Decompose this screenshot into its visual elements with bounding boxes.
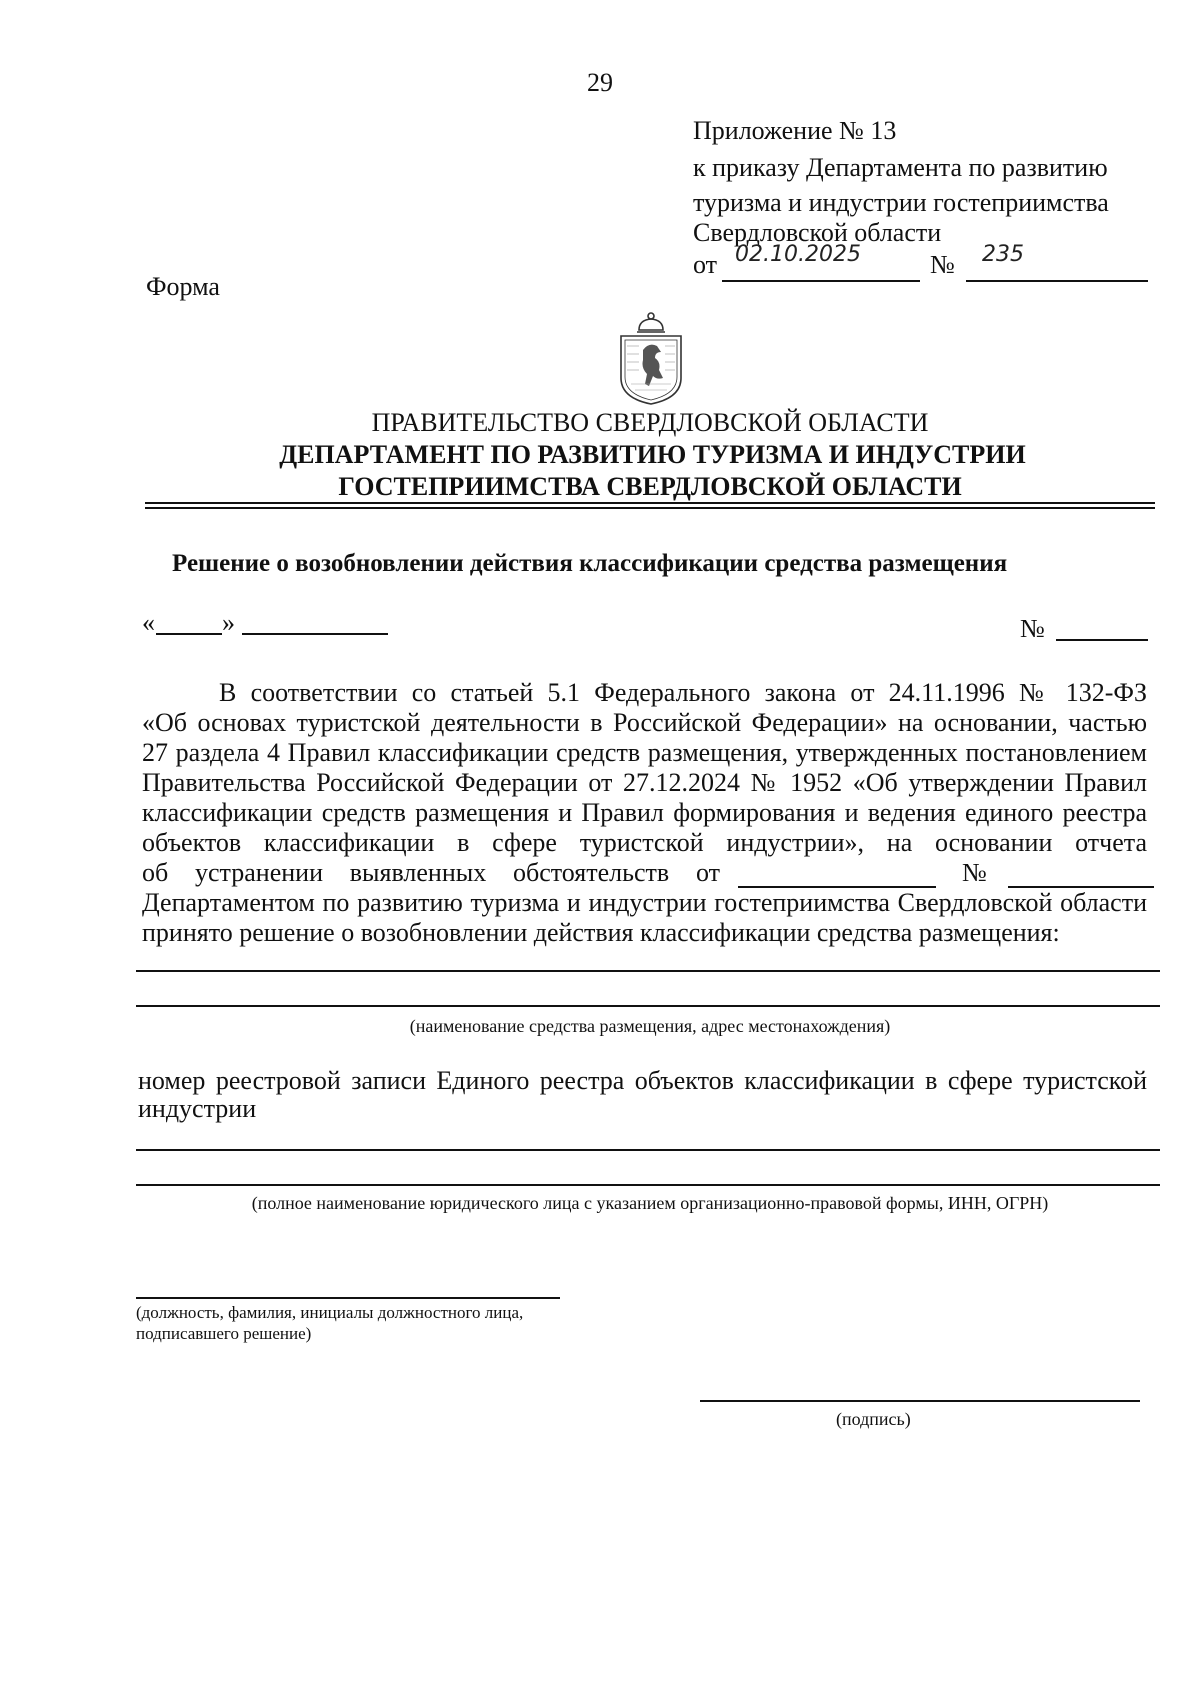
body-line-9: принято решение о возобновлении действия классификации средства размещения: [142,918,1060,947]
body-line-1: В соответствии со статьей 5.1 Федерального закона от 24.11.1996 № 132-ФЗ [219,678,1147,707]
facility-caption: (наименование средства размещения, адрес местонахождения) [409,1016,891,1036]
header-divider-top [145,502,1155,504]
body-line-5: классификации средств размещения и Правил формирования и ведения единого реестра [142,798,1147,827]
appendix-date-underline [722,280,920,282]
decision-number-blank[interactable] [1056,639,1148,641]
month-year-blank[interactable] [242,633,388,635]
day-blank[interactable] [156,633,222,635]
form-label: Форма [146,272,220,301]
signature-caption: (подпись) [836,1409,911,1429]
legal-entity-blank-line[interactable] [136,1184,1160,1186]
legal-entity-caption: (полное наименование юридического лица с указанием организационно-правовой формы, ИНН, ОГРН) [251,1193,1049,1213]
appendix-number-handwritten: 235 [982,242,1024,267]
registry-blank-line[interactable] [136,1149,1160,1151]
appendix-title: Приложение № 13 [693,116,897,145]
appendix-date-handwritten: 02.10.2025 [735,242,861,267]
body-line-3: 27 раздела 4 Правил классификации средств размещения, утвержденных постановлением [142,738,1147,767]
report-number-label: № [962,858,987,887]
body-line-8: Департаментом по развитию туризма и индустрии гостеприимства Свердловской области [142,888,1147,917]
body-line-6: объектов классификации в сфере туристской индустрии», на основании отчета [142,828,1147,857]
facility-blank-line-2[interactable] [136,1005,1160,1007]
page-number: 29 [587,68,613,97]
date-open-quote: « [142,608,155,637]
registry-line-1: номер реестровой записи Единого реестра объектов классификации в сфере туристской [138,1066,1147,1095]
registry-line-2: индустрии [138,1094,257,1123]
official-caption-line-1: (должность, фамилия, инициалы должностного лица, [136,1303,524,1322]
appendix-line-3: туризма и индустрии гостеприимства [693,188,1109,217]
decision-number-label: № [1020,614,1045,643]
header-divider-bottom [145,507,1155,509]
facility-blank-line-1[interactable] [136,970,1160,972]
department-name-line-1: ДЕПАРТАМЕНТ ПО РАЗВИТИЮ ТУРИЗМА И ИНДУСТРИИ [279,440,1026,469]
signature-blank-line[interactable] [700,1400,1140,1402]
appendix-line-4: Свердловской области [693,218,942,247]
date-close-quote: » [222,608,235,637]
official-caption-line-2: подписавшего решение) [136,1324,312,1343]
government-name: ПРАВИТЕЛЬСТВО СВЕРДЛОВСКОЙ ОБЛАСТИ [371,408,929,437]
body-line-2: «Об основах туристской деятельности в Российской Федерации» на основании, частью [142,708,1147,737]
body-line-4: Правительства Российской Федерации от 27.12.2024 № 1952 «Об утверждении Правил [142,768,1147,797]
appendix-number-label: № [930,250,955,279]
official-blank-line[interactable] [136,1297,560,1299]
appendix-number-underline [966,280,1148,282]
coat-of-arms-icon [615,306,687,406]
appendix-from-label: от [693,250,718,279]
appendix-line-2: к приказу Департамента по развитию [693,153,1108,182]
department-name-line-2: ГОСТЕПРИИМСТВА СВЕРДЛОВСКОЙ ОБЛАСТИ [338,472,962,501]
body-line-7-text: об устранении выявленных обстоятельств от [142,858,720,887]
decision-title: Решение о возобновлении действия классификации средства размещения [172,550,1008,577]
